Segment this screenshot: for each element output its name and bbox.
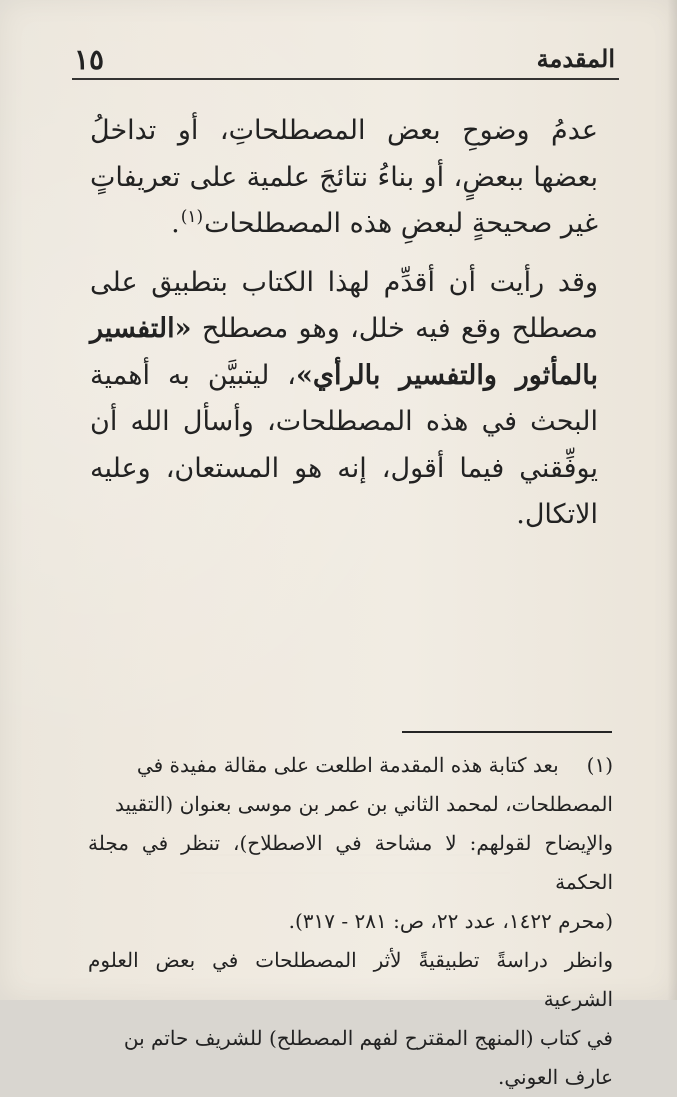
header-rule: [72, 78, 619, 80]
footnote-separator: [402, 731, 612, 733]
footnote-text-4: (محرم ١٤٢٢، عدد ٢٢، ص: ٢٨١ - ٣١٧).: [288, 909, 613, 933]
page-edge-shadow: [667, 0, 677, 1000]
paragraph-1: [90, 108, 598, 248]
footnote-text-6: في كتاب (المنهج المقترح لفهم المصطلح) للشريف حاتم بن: [123, 1026, 613, 1050]
paragraph-1-text: عدمُ وضوحِ بعض المصطلحاتِ، أو تداخلُ بعضها ببعضٍ، أو بناءُ نتائجَ علمية على تعريفاتٍ غير صحيحةٍ لبعضِ هذه المصطلحات: [90, 115, 598, 239]
footnote-line-2: [88, 785, 613, 824]
paragraph-2-part-2: ، ليتبيَّن به أهمية البحث في هذه المصطلحات، وأسأل الله أن يوفِّقني فيما أقول، إنه هو المستعان، وعليه الاتكال.: [90, 359, 598, 530]
footnote-text-7: عارف العوني.: [498, 1065, 613, 1089]
running-title: المقدمة: [536, 44, 615, 73]
paragraph-1-ending: .: [171, 208, 180, 239]
paragraph-2: [90, 260, 598, 539]
footnote-text-1: بعد كتابة هذه المقدمة اطلعت على مقالة مفيدة في: [136, 753, 559, 777]
footnote-line-5: [88, 941, 613, 1019]
footnotes: [88, 746, 613, 1097]
footnote-line-3: [88, 824, 613, 902]
main-text: [90, 108, 598, 539]
footnote-text-2: المصطلحات، لمحمد الثاني بن عمر بن موسى بعنوان (التقييد: [115, 792, 613, 816]
footnote-text-5: وانظر دراسةً تطبيقيةً لأثر المصطلحات في بعض العلوم الشرعية: [88, 948, 613, 1011]
footnote-line-6: [88, 1019, 613, 1058]
bold-term: «التفسير بالمأثور والتفسير بالرأي»: [90, 313, 599, 391]
footnote-reference-marker: (١): [180, 207, 204, 227]
paragraph-2-part-1: وقد رأيت أن أقدِّم لهذا الكتاب بتطبيق على مصطلح وقع فيه خلل، وهو مصطلح: [90, 266, 598, 344]
footnote-line-4: [88, 902, 613, 941]
footnote-line-1: [88, 746, 613, 785]
footnote-text-3: والإيضاح لقولهم: لا مشاحة في الاصطلاح)، تنظر في مجلة الحكمة: [88, 831, 613, 894]
footnote-number: (١): [586, 753, 613, 777]
page-number: ١٥: [74, 43, 105, 76]
page-header: [0, 0, 677, 90]
footnote-line-7: [88, 1058, 613, 1097]
